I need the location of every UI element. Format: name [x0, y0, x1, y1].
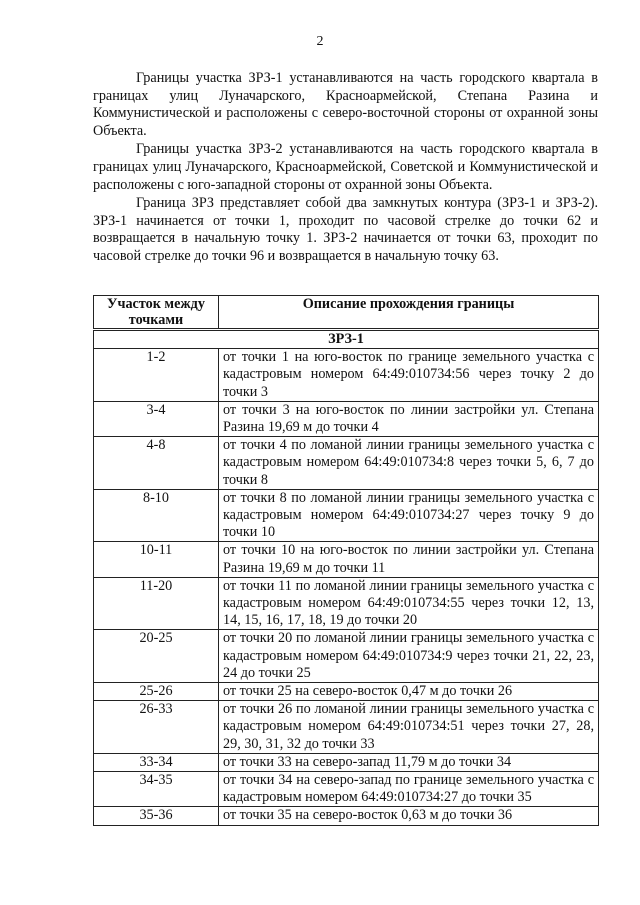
- segment-cell: 10-11: [94, 542, 219, 577]
- section-row: [94, 330, 599, 349]
- description-cell: от точки 34 на северо-запад по границе земельного участка с кадастровым номером 64:49:010734:27 до точки 35: [219, 772, 599, 807]
- description-cell: от точки 4 по ломаной линии границы земельного участка с кадастровым номером 64:49:010734:8 через точки 5, 6, 7 до точки 8: [219, 437, 599, 490]
- segment-cell: 8-10: [94, 489, 219, 542]
- header-description: Описание прохождения границы: [219, 296, 599, 330]
- segment-cell: 20-25: [94, 630, 219, 683]
- body-text: [93, 70, 598, 266]
- table-row: [94, 349, 599, 402]
- table-row: [94, 807, 599, 825]
- section-title: ЗРЗ-1: [94, 330, 599, 349]
- page-number: 2: [316, 34, 324, 49]
- segment-cell: 25-26: [94, 683, 219, 701]
- table-row: [94, 401, 599, 436]
- description-cell: от точки 20 по ломаной линии границы земельного участка с кадастровым номером 64:49:010734:9 через точки 21, 22, 23, 24 до точки 25: [219, 630, 599, 683]
- description-cell: от точки 25 на северо-восток 0,47 м до точки 26: [219, 683, 599, 701]
- description-cell: от точки 10 на юго-восток по линии застройки ул. Степана Разина 19,69 м до точки 11: [219, 542, 599, 577]
- description-cell: от точки 11 по ломаной линии границы земельного участка с кадастровым номером 64:49:010734:55 через точки 12, 13, 14, 15, 16, 17, 18, 19 до точки 20: [219, 577, 599, 630]
- description-cell: от точки 8 по ломаной линии границы земельного участка с кадастровым номером 64:49:010734:27 через точку 9 до точки 10: [219, 489, 599, 542]
- table-row: [94, 701, 599, 754]
- table-row: [94, 437, 599, 490]
- segment-cell: 26-33: [94, 701, 219, 754]
- table-row: [94, 772, 599, 807]
- segment-cell: 34-35: [94, 772, 219, 807]
- table-row: [94, 683, 599, 701]
- paragraph-contours: Граница ЗРЗ представляет собой два замкнутых контура (ЗРЗ-1 и ЗРЗ-2). ЗРЗ-1 начинается от точки 1, проходит по часовой стрелке до точки 62 и возвращается в начальную точку 1. ЗРЗ-2 начинается от точки 63, проходит по часовой стрелке до точки 96 и возвращается в начальную точку 63.: [93, 195, 598, 264]
- segment-cell: 11-20: [94, 577, 219, 630]
- segment-cell: 1-2: [94, 349, 219, 402]
- description-cell: от точки 35 на северо-восток 0,63 м до точки 36: [219, 807, 599, 825]
- table-row: [94, 577, 599, 630]
- description-cell: от точки 1 на юго-восток по границе земельного участка с кадастровым номером 64:49:010734:56 через точку 2 до точки 3: [219, 349, 599, 402]
- table-header-row: [94, 296, 599, 330]
- description-cell: от точки 3 на юго-восток по линии застройки ул. Степана Разина 19,69 м до точки 4: [219, 401, 599, 436]
- segment-cell: 3-4: [94, 401, 219, 436]
- segment-cell: 4-8: [94, 437, 219, 490]
- table-row: [94, 542, 599, 577]
- description-cell: от точки 26 по ломаной линии границы земельного участка с кадастровым номером 64:49:010734:51 через точки 27, 28, 29, 30, 31, 32 до точки 33: [219, 701, 599, 754]
- segment-cell: 35-36: [94, 807, 219, 825]
- description-cell: от точки 33 на северо-запад 11,79 м до точки 34: [219, 753, 599, 771]
- table-row: [94, 489, 599, 542]
- header-segment: Участок между точками: [94, 296, 219, 330]
- boundary-table: [93, 295, 599, 826]
- segment-cell: 33-34: [94, 753, 219, 771]
- table-row: [94, 630, 599, 683]
- paragraph-zrz1-bounds: Границы участка ЗРЗ-1 устанавливаются на часть городского квартала в границах улиц Луначарского, Красноармейской, Степана Разина и Коммунистической и расположены с северо-восточной стороны от охранной зоны Объекта.: [93, 70, 598, 139]
- table-row: [94, 753, 599, 771]
- paragraph-zrz2-bounds: Границы участка ЗРЗ-2 устанавливаются на часть городского квартала в границах улиц Луначарского, Красноармейской, Советской и Коммунистической и расположены с юго-западной стороны от охранной зоны Объекта.: [93, 141, 598, 193]
